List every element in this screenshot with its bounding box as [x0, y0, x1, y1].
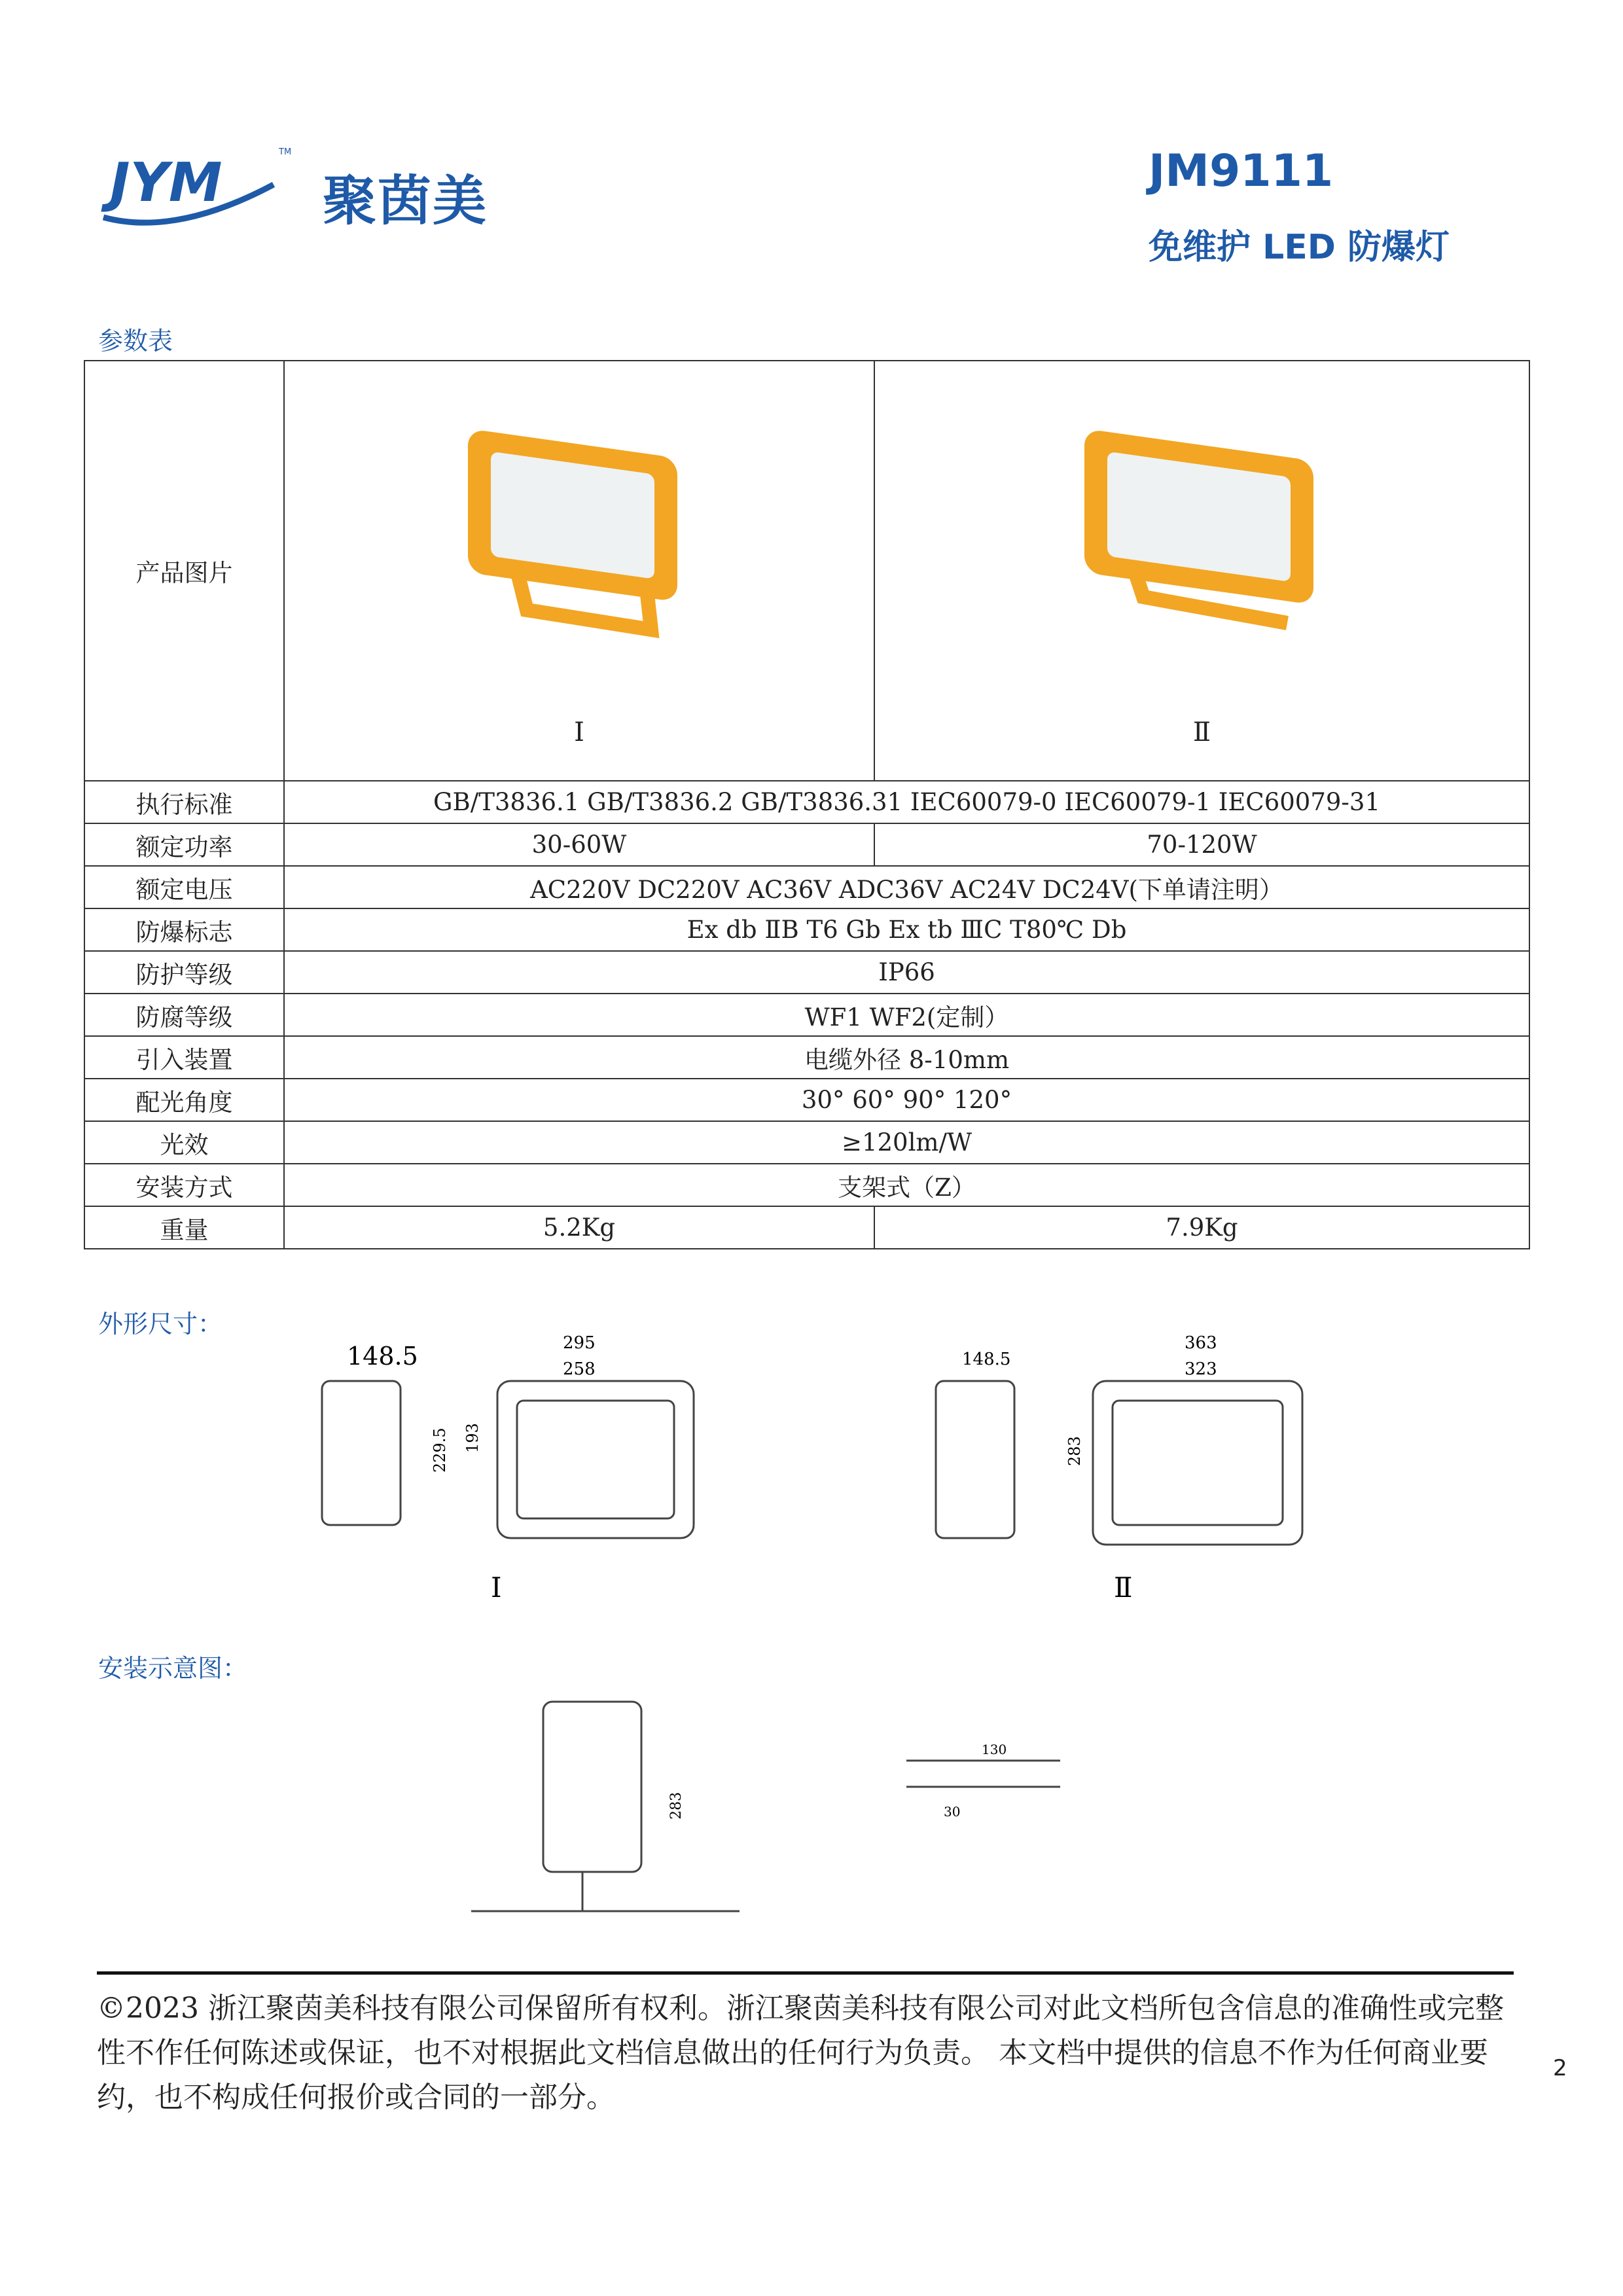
footer-disclaimer: ©2023 浙江聚茵美科技有限公司保留所有权利。浙江聚茵美科技有限公司对此文档所包含信息的准确性或完整性不作任何陈述或保证，也不对根据此文档信息做出的任何行为负责。 本文档中提供的信息不作为任何商业要约，也不构成任何报价或合同的一部分。 [97, 1992, 1504, 2114]
svg-text:295: 295 [563, 1335, 596, 1353]
row-value: 7.9Kg [874, 1206, 1529, 1249]
table-row [84, 1121, 1529, 1164]
product-image-cell [284, 361, 874, 781]
table-row [84, 1164, 1529, 1206]
table-row [84, 994, 1529, 1036]
row-value: ≥120lm/W [284, 1121, 1529, 1164]
row-value: 30° 60° 90° 120° [284, 1079, 1529, 1121]
table-row [84, 781, 1529, 823]
row-value: 30-60W [284, 823, 874, 866]
dimension-drawings [314, 1335, 1361, 1610]
row-label: 配光角度 [84, 1079, 284, 1121]
row-value: WF1 WF2(定制） [284, 994, 1529, 1036]
row-label: 重量 [84, 1206, 284, 1249]
product-image-cell [874, 361, 1529, 781]
row-value: IP66 [284, 951, 1529, 994]
install-diagram [452, 1689, 1106, 1924]
svg-text:283: 283 [1065, 1436, 1084, 1466]
section-dimensions-title: 外形尺寸： [98, 1310, 223, 1338]
svg-text:148.5: 148.5 [962, 1350, 1011, 1369]
row-label: 防腐等级 [84, 994, 284, 1036]
table-row [84, 1036, 1529, 1079]
row-label: 执行标准 [84, 781, 284, 823]
row-label: 防爆标志 [84, 908, 284, 951]
row-label: 引入装置 [84, 1036, 284, 1079]
table-row [84, 1206, 1529, 1249]
footer-divider [97, 1971, 1514, 1975]
table-row [84, 951, 1529, 994]
product-i-image [455, 401, 704, 662]
svg-text:363: 363 [1185, 1335, 1217, 1353]
params-table [84, 360, 1530, 1249]
product-ii-image [1071, 401, 1333, 662]
svg-text:258: 258 [563, 1359, 596, 1379]
svg-text:193: 193 [463, 1423, 482, 1453]
row-value: GB/T3836.1 GB/T3836.2 GB/T3836.31 IEC60079-0 IEC60079-1 IEC60079-31 [284, 781, 1529, 823]
table-row [84, 1079, 1529, 1121]
table-row [84, 866, 1529, 908]
row-label: 额定功率 [84, 823, 284, 866]
row-value: Ex db ⅡB T6 Gb Ex tb ⅢC T80℃ Db [284, 908, 1529, 951]
page-number: 2 [1553, 2055, 1567, 2081]
svg-text:Ⅱ: Ⅱ [1114, 1571, 1133, 1604]
product-caption-ii: Ⅱ [1192, 717, 1211, 747]
svg-text:TM: TM [279, 147, 292, 157]
svg-text:323: 323 [1185, 1359, 1217, 1379]
svg-text:283: 283 [668, 1792, 685, 1820]
company-logo [97, 145, 516, 237]
row-value: 电缆外径 8-10mm [284, 1036, 1529, 1079]
row-value: 70-120W [874, 823, 1529, 866]
product-caption-i: Ⅰ [574, 717, 584, 747]
brand-name: 聚茵美 [323, 170, 488, 232]
row-label: 产品图片 [84, 361, 284, 781]
row-value: 支架式（Z） [284, 1164, 1529, 1206]
section-install-title: 安装示意图： [98, 1654, 248, 1683]
product-subtitle: 免维护 LED 防爆灯 [1149, 228, 1450, 267]
model-number: JM9111 [1149, 145, 1334, 197]
svg-text:30: 30 [944, 1804, 961, 1820]
svg-text:JYM: JYM [110, 152, 223, 214]
row-value: AC220V DC220V AC36V ADC36V AC24V DC24V(下单请注明） [284, 866, 1529, 908]
table-row [84, 823, 1529, 866]
svg-text:130: 130 [982, 1742, 1007, 1757]
table-row [84, 908, 1529, 951]
row-label: 额定电压 [84, 866, 284, 908]
row-value: 5.2Kg [284, 1206, 874, 1249]
svg-text:148.5: 148.5 [347, 1342, 418, 1371]
section-params-title: 参数表 [98, 327, 173, 355]
svg-text:Ⅰ: Ⅰ [491, 1571, 502, 1604]
logo-mark-icon [97, 145, 293, 230]
row-label: 防护等级 [84, 951, 284, 994]
row-label: 安装方式 [84, 1164, 284, 1206]
svg-text:229.5: 229.5 [431, 1427, 449, 1473]
row-label: 光效 [84, 1121, 284, 1164]
